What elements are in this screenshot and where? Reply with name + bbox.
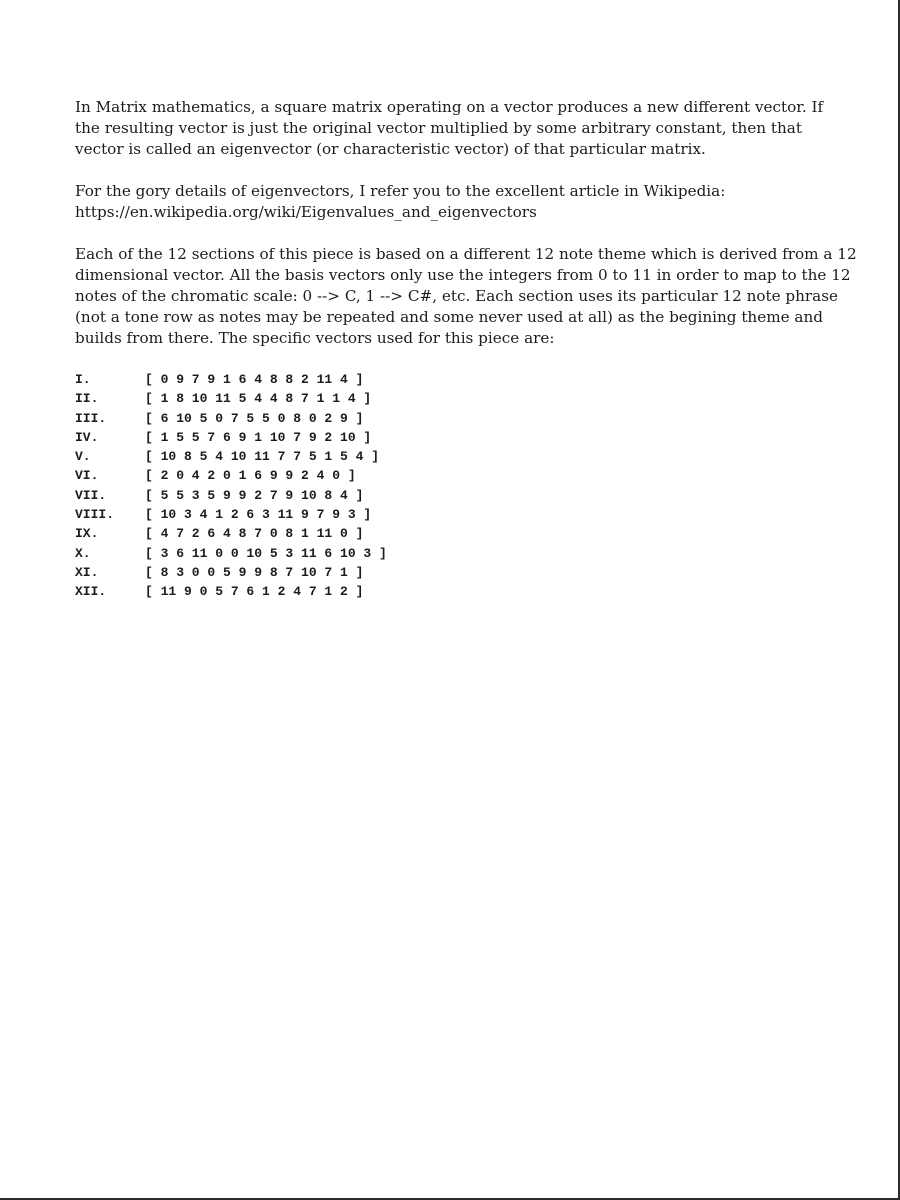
text-line: (not a tone row as notes may be repeated and some never used at all) as the begining theme and	[75, 308, 823, 326]
section-vector: [ 11 9 0 5 7 6 1 2 4 7 1 2 ]	[145, 584, 364, 600]
vector-row	[75, 466, 865, 485]
intro-paragraph	[75, 97, 865, 160]
section-numeral: XI.	[75, 564, 99, 580]
vector-row	[75, 524, 865, 543]
section-numeral: V.	[75, 449, 91, 465]
text-line: Each of the 12 sections of this piece is based on a different 12 note theme which is derived from a 12	[75, 245, 857, 263]
section-numeral: IX.	[75, 526, 99, 542]
section-vector: [ 6 10 5 0 7 5 5 0 8 0 2 9 ]	[145, 410, 364, 426]
section-numeral: XII.	[75, 584, 107, 600]
vector-row	[75, 409, 865, 428]
vector-row	[75, 370, 865, 389]
vector-row	[75, 582, 865, 601]
text-line: vector is called an eigenvector (or characteristic vector) of that particular matrix.	[75, 140, 706, 158]
section-vector: [ 1 8 10 11 5 4 4 8 7 1 1 4 ]	[145, 391, 372, 407]
text-line: In Matrix mathematics, a square matrix operating on a vector produces a new different vector. If	[75, 98, 824, 116]
section-vector: [ 2 0 4 2 0 1 6 9 9 2 4 0 ]	[145, 468, 356, 484]
section-numeral: VI.	[75, 468, 99, 484]
vector-row	[75, 563, 865, 582]
description-paragraph	[75, 244, 865, 349]
vector-row	[75, 389, 865, 408]
section-numeral: X.	[75, 545, 91, 561]
section-vector: [ 10 8 5 4 10 11 7 7 5 1 5 4 ]	[145, 449, 380, 465]
section-numeral: IV.	[75, 429, 99, 445]
vector-row	[75, 447, 865, 466]
text-line: builds from there. The specific vectors used for this piece are:	[75, 329, 555, 347]
vector-row	[75, 544, 865, 563]
text-line: For the gory details of eigenvectors, I refer you to the excellent article in Wikipedia:	[75, 182, 726, 200]
vector-row	[75, 505, 865, 524]
section-vector: [ 5 5 3 5 9 9 2 7 9 10 8 4 ]	[145, 487, 364, 503]
section-numeral: III.	[75, 410, 107, 426]
section-vector: [ 8 3 0 0 5 9 9 8 7 10 7 1 ]	[145, 564, 364, 580]
section-numeral: I.	[75, 372, 91, 387]
text-line: the resulting vector is just the original vector multiplied by some arbitrary constant, then that	[75, 119, 802, 137]
reference-paragraph	[75, 181, 865, 223]
wikipedia-link[interactable]: https://en.wikipedia.org/wiki/Eigenvalues_and_eigenvectors	[75, 203, 537, 221]
section-numeral: VII.	[75, 487, 107, 503]
section-vector: [ 3 6 11 0 0 10 5 3 11 6 10 3 ]	[145, 545, 387, 561]
vector-row	[75, 428, 865, 447]
vector-row	[75, 486, 865, 505]
section-numeral: VIII.	[75, 507, 115, 523]
section-vector: [ 4 7 2 6 4 8 7 0 8 1 11 0 ]	[145, 526, 364, 542]
section-vector: [ 10 3 4 1 2 6 3 11 9 7 9 3 ]	[145, 507, 372, 523]
vector-list	[75, 370, 865, 602]
section-vector: [ 1 5 5 7 6 9 1 10 7 9 2 10 ]	[145, 429, 372, 445]
section-numeral: II.	[75, 391, 99, 407]
text-line: dimensional vector. All the basis vectors only use the integers from 0 to 11 in order to map to the 12	[75, 266, 851, 284]
section-vector: [ 0 9 7 9 1 6 4 8 8 2 11 4 ]	[145, 372, 364, 387]
text-line: notes of the chromatic scale: 0 --> C, 1 --> C#, etc. Each section uses its particular 12 note phrase	[75, 287, 839, 305]
document-page	[75, 97, 865, 602]
